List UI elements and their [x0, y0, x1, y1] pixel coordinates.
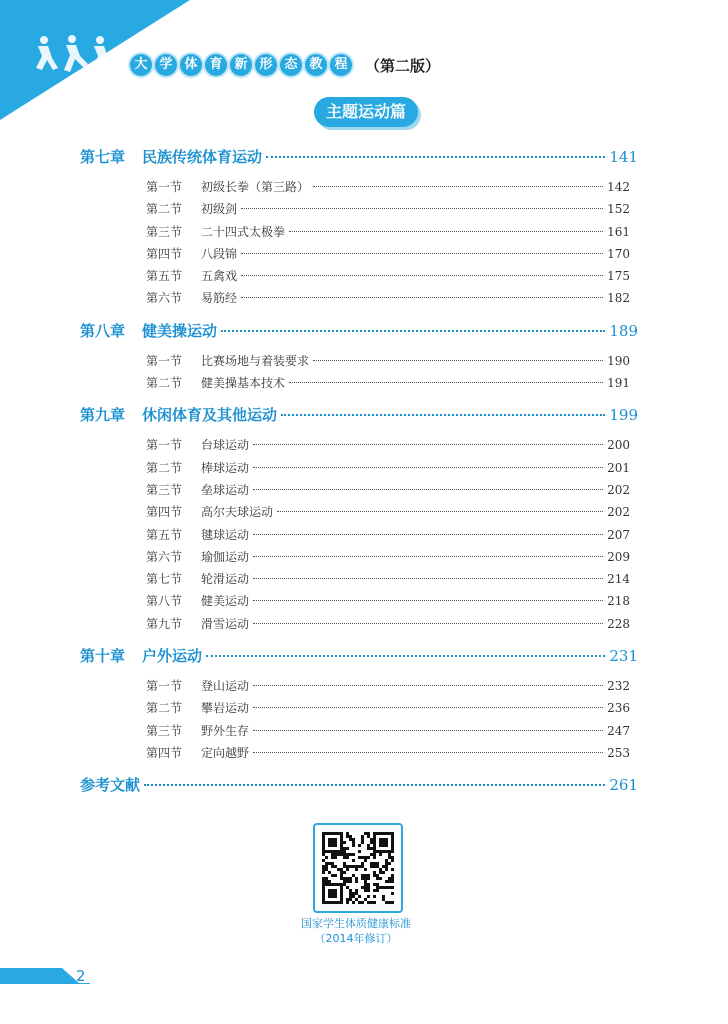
qr-code[interactable] [313, 823, 403, 913]
section-row-number: 第二节 [146, 701, 183, 716]
qr-caption-line1: 国家学生体质健康标准 [301, 917, 411, 930]
references-row-page: 261 [609, 776, 638, 795]
chapter-row[interactable] [80, 645, 638, 669]
section-row-title: 初级长拳（第三路） [201, 180, 310, 194]
section-row-page: 175 [607, 269, 630, 284]
leader-dots [289, 382, 603, 383]
section-row-page: 202 [607, 505, 630, 520]
chapter-row-page: 231 [609, 647, 638, 666]
section-row[interactable] [80, 436, 638, 458]
chapter-row[interactable] [80, 404, 638, 428]
section-row-page: 207 [607, 527, 630, 542]
section-row[interactable] [80, 677, 638, 699]
page-number: 2 [76, 967, 86, 985]
section-row-page: 152 [607, 202, 630, 217]
section-row-title: 比赛场地与着装要求 [201, 353, 310, 368]
title-char: 态 [280, 54, 302, 76]
leader-dots [241, 297, 603, 298]
leader-dots [253, 685, 603, 686]
section-row[interactable] [80, 570, 638, 592]
section-badge: 主题运动篇 [314, 97, 418, 127]
section-row-page: 236 [607, 701, 630, 716]
section-row-page: 202 [607, 482, 630, 497]
section-row-number: 第二节 [146, 376, 183, 391]
section-row[interactable] [80, 548, 638, 570]
section-row-page: 253 [607, 745, 630, 760]
section-row[interactable] [80, 526, 638, 548]
section-row-page: 232 [607, 679, 630, 694]
section-row-title: 易筋经 [201, 291, 238, 306]
leader-dots [241, 208, 603, 209]
spacer [80, 344, 638, 352]
section-row-page: 214 [607, 572, 630, 587]
qr-caption-line2: （2014年修订） [314, 932, 398, 945]
section-row-title: 野外生存 [201, 723, 250, 738]
title-char: 程 [330, 54, 352, 76]
title-char: 育 [205, 54, 227, 76]
section-row[interactable] [80, 699, 638, 721]
chapter-row-title: 户外运动 [142, 647, 203, 666]
section-row-title: 健美运动 [201, 594, 250, 609]
section-row[interactable] [80, 352, 638, 374]
section-row-number: 第三节 [146, 723, 183, 738]
section-row-number: 第四节 [146, 246, 183, 261]
spacer [80, 170, 638, 178]
leader-dots [144, 784, 605, 786]
runners-logo-icon [28, 34, 120, 78]
chapter-row[interactable] [80, 320, 638, 344]
title-char: 学 [155, 54, 177, 76]
section-row-number: 第一节 [146, 353, 183, 368]
section-row-title: 棒球运动 [201, 460, 250, 475]
section-row-number: 第四节 [146, 745, 183, 760]
leader-dots [289, 231, 603, 232]
section-row[interactable] [80, 459, 638, 481]
leader-dots [253, 730, 603, 731]
section-row[interactable] [80, 744, 638, 766]
spacer [80, 428, 638, 436]
chapter-row-number: 第八章 [80, 321, 126, 340]
section-row-number: 第四节 [146, 505, 183, 520]
section-row-title: 高尔夫球运动 [201, 505, 274, 520]
spacer [80, 766, 638, 774]
section-row[interactable] [80, 223, 638, 245]
section-row-page: 170 [607, 246, 630, 261]
title-char: 体 [180, 54, 202, 76]
references-row[interactable] [80, 774, 638, 798]
section-row-title: 二十四式太极拳 [201, 224, 286, 239]
leader-dots [313, 186, 603, 187]
section-row-number: 第五节 [146, 269, 183, 284]
section-row-title: 五禽戏 [201, 269, 238, 284]
section-row-title: 初级剑 [201, 202, 238, 217]
leader-dots [313, 360, 603, 361]
section-row-number: 第八节 [146, 594, 183, 609]
section-row-title: 轮滑运动 [201, 572, 250, 587]
section-row-title: 台球运动 [201, 438, 250, 453]
leader-dots [221, 330, 605, 332]
section-row-page: 209 [607, 549, 630, 564]
section-row[interactable] [80, 374, 638, 396]
section-row-title: 瑜伽运动 [201, 549, 250, 564]
section-row-page: 201 [607, 460, 630, 475]
section-row-number: 第二节 [146, 202, 183, 217]
section-row[interactable] [80, 722, 638, 744]
section-row-page: 218 [607, 594, 630, 609]
chapter-row-page: 199 [609, 406, 638, 425]
section-row-page: 142 [607, 180, 630, 194]
leader-dots [266, 156, 605, 158]
leader-dots [253, 752, 603, 753]
chapter-row-number: 第九章 [80, 406, 126, 425]
section-row-page: 247 [607, 723, 630, 738]
leader-dots [253, 600, 603, 601]
chapter-row-number: 第十章 [80, 647, 126, 666]
chapter-row-number: 第七章 [80, 148, 126, 166]
section-row-number: 第一节 [146, 180, 183, 194]
chapter-row-page: 141 [609, 148, 638, 166]
chapter-row[interactable] [80, 146, 638, 170]
section-row-title: 定向越野 [201, 745, 250, 760]
chapter-row-title: 民族传统体育运动 [142, 148, 263, 166]
leader-dots [241, 253, 603, 254]
section-row-number: 第七节 [146, 572, 183, 587]
section-row-number: 第一节 [146, 438, 183, 453]
footer-bar-decoration [0, 968, 80, 984]
edition-label: （第二版） [365, 56, 441, 75]
section-row[interactable] [80, 615, 638, 637]
section-row-number: 第六节 [146, 549, 183, 564]
qr-caption [280, 916, 432, 946]
spacer [80, 312, 638, 320]
spacer [80, 396, 638, 404]
leader-dots [253, 444, 603, 445]
leader-dots [241, 275, 603, 276]
leader-dots [253, 534, 603, 535]
section-row-number: 第三节 [146, 224, 183, 239]
section-row-title: 毽球运动 [201, 527, 250, 542]
section-row-title: 攀岩运动 [201, 701, 250, 716]
section-row-page: 161 [607, 224, 630, 239]
chapter-row-page: 189 [609, 321, 638, 340]
section-row[interactable] [80, 503, 638, 525]
section-row-number: 第六节 [146, 291, 183, 306]
section-row[interactable] [80, 592, 638, 614]
section-row-number: 第二节 [146, 460, 183, 475]
section-row[interactable] [80, 481, 638, 503]
section-row-number: 第九节 [146, 616, 183, 631]
chapter-row-title: 健美操运动 [142, 321, 218, 340]
references-row-title: 参考文献 [80, 776, 141, 795]
section-row-title: 登山运动 [201, 679, 250, 694]
chapter-row-title: 休闲体育及其他运动 [142, 406, 278, 425]
leader-dots [253, 467, 603, 468]
leader-dots [253, 578, 603, 579]
leader-dots [206, 655, 605, 657]
section-row-title: 垒球运动 [201, 482, 250, 497]
title-char: 形 [255, 54, 277, 76]
title-char: 教 [305, 54, 327, 76]
section-row[interactable] [80, 200, 638, 222]
section-row-title: 八段锦 [201, 246, 238, 261]
section-row[interactable] [80, 178, 638, 200]
leader-dots [253, 489, 603, 490]
title-char: 新 [230, 54, 252, 76]
table-of-contents [80, 146, 638, 798]
section-row-page: 182 [607, 291, 630, 306]
section-row-number: 第三节 [146, 482, 183, 497]
section-row-title: 健美操基本技术 [201, 376, 286, 391]
section-row-page: 200 [607, 438, 630, 453]
leader-dots [253, 556, 603, 557]
section-row[interactable] [80, 267, 638, 289]
section-row[interactable] [80, 245, 638, 267]
leader-dots [277, 511, 603, 512]
section-row[interactable] [80, 289, 638, 311]
leader-dots [281, 414, 605, 416]
section-row-page: 191 [607, 376, 630, 391]
leader-dots [253, 623, 603, 624]
spacer [80, 637, 638, 645]
spacer [80, 669, 638, 677]
leader-dots [253, 707, 603, 708]
section-row-number: 第五节 [146, 527, 183, 542]
section-row-number: 第一节 [146, 679, 183, 694]
section-row-page: 190 [607, 353, 630, 368]
qr-code-icon [315, 825, 401, 911]
title-char: 大 [130, 54, 152, 76]
section-row-title: 滑雪运动 [201, 616, 250, 631]
section-row-page: 228 [607, 616, 630, 631]
book-title [130, 52, 440, 78]
